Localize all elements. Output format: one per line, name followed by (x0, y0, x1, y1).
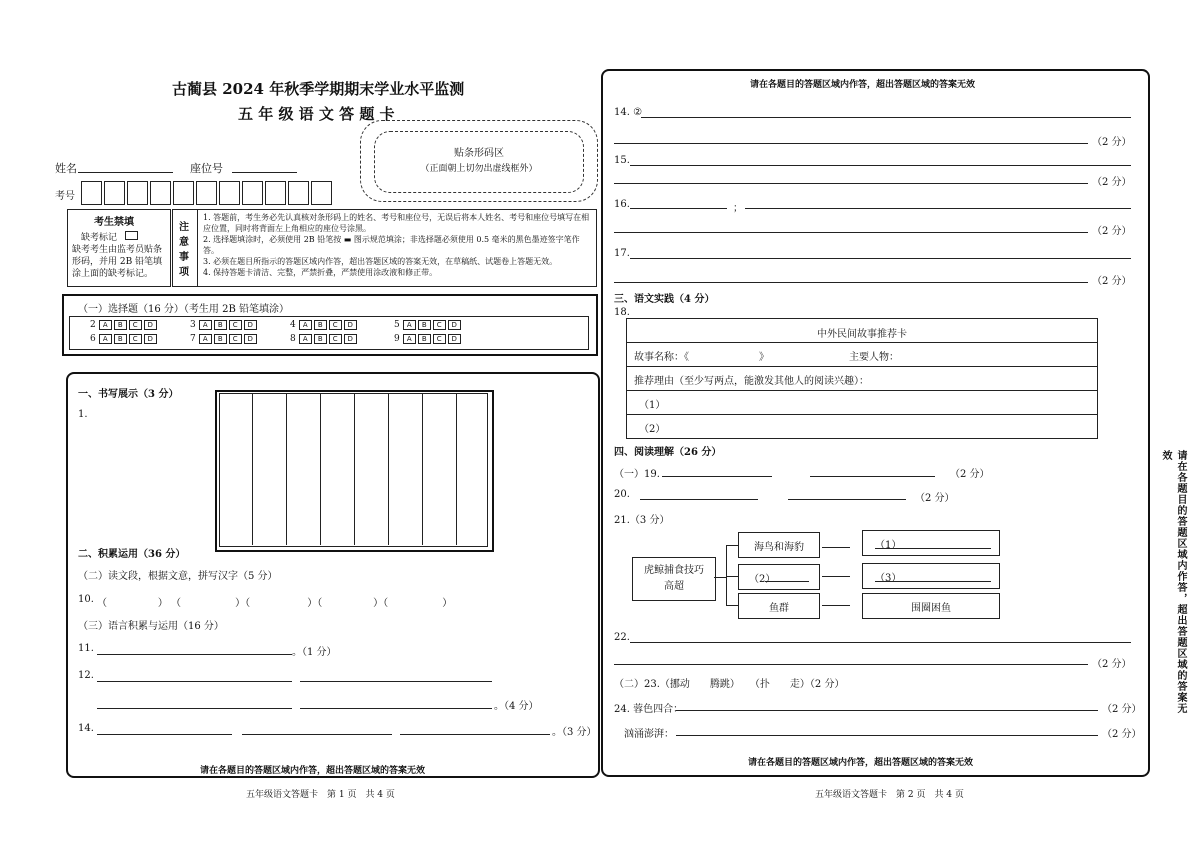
choice-option-d[interactable]: D (448, 334, 461, 344)
notice-box (172, 209, 597, 287)
q14b-answer-line[interactable] (614, 143, 1088, 144)
absent-box (67, 209, 171, 287)
q16-label: 16. (614, 199, 630, 210)
choice-number: 8 (290, 334, 296, 344)
side-warning: 请在各题目的答题区域内作答，超出答题区域的答案无效 (1160, 450, 1186, 714)
q12-score: 。（4 分） (494, 701, 539, 712)
section-2-title: 二、积累运用（36 分） (78, 549, 186, 560)
mind-branch-1 (738, 532, 820, 558)
notice-item: 4. 保持答题卡清洁、完整，严禁折叠，严禁使用涂改液和修正带。 (203, 268, 438, 277)
choice-panel (62, 294, 598, 356)
q14-score: 。（3 分） (552, 727, 597, 738)
q16-answer-line[interactable] (630, 208, 727, 209)
mind-branch-1-text: 海鸟和海豹 (754, 542, 804, 553)
mind-branch-3-text: 鱼群 (769, 603, 789, 614)
seat-label: 座位号 (190, 162, 223, 175)
q14b-score: （2 分） (1092, 137, 1132, 148)
mind-center-text: 虎鲸捕食技巧高超 (644, 565, 704, 592)
choice-item (290, 334, 359, 344)
q11-label: 11. (78, 643, 94, 654)
q12-answer-line[interactable] (300, 708, 492, 709)
mind-branch-2[interactable] (738, 564, 820, 590)
q14-answer-line[interactable] (97, 734, 232, 735)
q22-answer-line[interactable] (630, 642, 1131, 643)
choice-option-a[interactable]: A (299, 334, 312, 344)
absent-checkbox[interactable] (125, 231, 138, 240)
choice-option-c[interactable]: C (129, 320, 142, 330)
page-number-right: 五年级语文答题卡 第 2 页 共 4 页 (815, 790, 964, 800)
name-label: 姓名 (55, 162, 77, 175)
choice-option-d[interactable]: D (344, 320, 357, 330)
q11-answer-line[interactable] (97, 654, 292, 655)
notice-item: 1. 答题前，考生务必先认真核对条形码上的姓名、考号和座位号，无误后将本人姓名、考号和座位号填写在相应位置，同时将背面左上角相应的座位号涂黑。 (203, 213, 590, 233)
q16-answer-line[interactable] (614, 232, 1088, 233)
choice-item (90, 320, 159, 330)
q24b-label: 汹涌澎湃： (624, 729, 674, 740)
choice-option-a[interactable]: A (99, 334, 112, 344)
seat-field[interactable] (232, 172, 297, 173)
choice-item (394, 320, 463, 330)
q12-answer-line[interactable] (97, 708, 292, 709)
q12-answer-line[interactable] (300, 681, 492, 682)
notice-title: 注意事项 (179, 222, 189, 278)
q18-label: 18. (614, 307, 630, 318)
q22-score: （2 分） (1092, 659, 1132, 670)
footer-warning-right: 请在各题目的答题区域内作答，超出答题区域的答案无效 (748, 758, 974, 768)
choice-option-b[interactable]: B (418, 320, 431, 330)
notice-item: 2. 选择题填涂时，必须使用 2B 铅笔按 ▬ 图示规范填涂；非选择题必须使用 0.5 毫米的黑色墨迹签字笔作答。 (203, 235, 580, 255)
q19-label: （一）19. (614, 469, 660, 480)
choice-option-c[interactable]: C (329, 320, 342, 330)
q14-answer-line[interactable] (242, 734, 392, 735)
choice-title: （一）选择题（16 分）（考生用 2B 铅笔填涂） (78, 304, 289, 315)
q24a-label: 24. 蓉色四合： (614, 704, 684, 715)
choice-item (394, 334, 463, 344)
mind-result-3 (862, 593, 1000, 619)
recommend-card (626, 318, 1098, 439)
choice-item (190, 334, 259, 344)
choice-option-b[interactable]: B (314, 334, 327, 344)
sub3-title: （三）语言积累与运用（16 分） (78, 621, 224, 632)
choice-option-b[interactable]: B (418, 334, 431, 344)
absent-mark-label: 缺考标记 (81, 233, 118, 243)
section-3-title: 三、语文实践（4 分） (614, 294, 715, 305)
choice-option-d[interactable]: D (448, 320, 461, 330)
q10-label: 10. (78, 594, 94, 605)
page-title: 古蔺县 2024 年秋季学期期末学业水平监测 (172, 80, 465, 98)
choice-option-d[interactable]: D (144, 320, 157, 330)
choice-option-c[interactable]: C (433, 334, 446, 344)
choice-option-b[interactable]: B (114, 334, 127, 344)
barcode-area (374, 131, 584, 193)
choice-item (90, 334, 159, 344)
exam-no-label: 考号 (55, 191, 75, 202)
choice-number: 2 (90, 320, 96, 330)
choice-item (290, 320, 359, 330)
q17-answer-line[interactable] (630, 258, 1131, 259)
choice-option-c[interactable]: C (433, 320, 446, 330)
choice-option-d[interactable]: D (144, 334, 157, 344)
choice-option-c[interactable]: C (229, 320, 242, 330)
q19-answer-line[interactable] (662, 476, 772, 477)
choice-number: 3 (190, 320, 196, 330)
choice-option-b[interactable]: B (214, 320, 227, 330)
section-4-title: 四、阅读理解（26 分） (614, 447, 722, 458)
q24a-score: （2 分） (1102, 704, 1142, 715)
card-character-label[interactable]: 主要人物： (849, 352, 899, 363)
section-1-title: 一、书写展示（3 分） (78, 389, 179, 400)
q10-blanks[interactable]: （ ） （ ）（ ）（ ）（ ） (97, 598, 453, 609)
q12-label: 12. (78, 670, 94, 681)
card-reason-label: 推荐理由（至少写两点，能激发其他人的阅读兴趣）： (634, 376, 869, 387)
q1-label: 1. (78, 409, 88, 420)
q16-score: （2 分） (1092, 226, 1132, 237)
sub2-title: （二）读文段，根据文意，拼写汉字（5 分） (78, 571, 278, 582)
q15-answer-line[interactable] (630, 165, 1131, 166)
choice-option-a[interactable]: A (199, 334, 212, 344)
q20-score: （2 分） (915, 493, 955, 504)
page-number-left: 五年级语文答题卡 第 1 页 共 4 页 (246, 790, 395, 800)
mind-result-2[interactable] (862, 563, 1000, 589)
mind-branch-2-text: （2） (749, 574, 776, 585)
q15-answer-line[interactable] (614, 183, 1088, 184)
card-title: 中外民间故事推荐卡 (817, 329, 907, 340)
card-reason-2[interactable]: （2） (639, 424, 666, 435)
q22-label: 22. (614, 632, 630, 643)
choice-number: 9 (394, 334, 400, 344)
choice-number: 5 (394, 320, 400, 330)
footer-warning-left: 请在各题目的答题区域内作答，超出答题区域的答案无效 (200, 766, 426, 776)
mind-branch-3 (738, 593, 820, 619)
choice-option-b[interactable]: B (114, 320, 127, 330)
page-subtitle: 五 年 级 语 文 答 题 卡 (238, 105, 395, 123)
mind-result-1[interactable] (862, 530, 1000, 556)
choice-number: 7 (190, 334, 196, 344)
choice-number: 6 (90, 334, 96, 344)
absent-title: 考生禁填 (94, 217, 134, 228)
mind-center-box (632, 557, 716, 601)
choice-option-d[interactable]: D (244, 334, 257, 344)
q15-score: （2 分） (1092, 177, 1132, 188)
choice-option-c[interactable]: C (329, 334, 342, 344)
choice-option-a[interactable]: A (403, 320, 416, 330)
card-story-label[interactable]: 故事名称：《 》 (634, 352, 769, 363)
q14b-label: 14. ② (614, 107, 643, 118)
card-reason-1[interactable]: （1） (639, 400, 666, 411)
barcode-title: 贴条形码区 (454, 148, 504, 159)
mind-result-1-text: （1） (875, 540, 902, 551)
q23-text: （二）23.（挪动 腾跳） （扑 走）（2 分） (614, 679, 845, 690)
q24a-answer-line[interactable] (676, 710, 1098, 711)
q12-answer-line[interactable] (97, 681, 292, 682)
notice-list (203, 212, 593, 278)
q16-answer-line[interactable] (745, 208, 1131, 209)
q15-label: 15. (614, 155, 630, 166)
mind-result-2-text: （3） (875, 573, 902, 584)
q24b-score: （2 分） (1102, 729, 1142, 740)
choice-option-c[interactable]: C (129, 334, 142, 344)
q20-answer-line[interactable] (788, 499, 906, 500)
choice-item (190, 320, 259, 330)
q20-answer-line[interactable] (640, 499, 758, 500)
q14-answer-line[interactable] (400, 734, 550, 735)
choice-option-a[interactable]: A (299, 320, 312, 330)
q17-answer-line[interactable] (614, 282, 1088, 283)
q20-label: 20. (614, 489, 630, 500)
name-field[interactable] (78, 172, 173, 173)
q17-score: （2 分） (1092, 276, 1132, 287)
choice-option-c[interactable]: C (229, 334, 242, 344)
q24b-answer-line[interactable] (676, 735, 1098, 736)
q21-label: 21.（3 分） (614, 515, 670, 526)
q19-answer-line[interactable] (810, 476, 935, 477)
q19-score: （2 分） (950, 469, 990, 480)
q14b-answer-line[interactable] (641, 117, 1131, 118)
absent-desc: 缺考考生由监考员贴条形码，并用 2B 铅笔填涂上面的缺考标记。 (72, 245, 163, 279)
mind-result-3-text: 围圈困鱼 (911, 603, 951, 614)
choice-option-a[interactable]: A (99, 320, 112, 330)
choice-option-d[interactable]: D (244, 320, 257, 330)
choice-option-b[interactable]: B (314, 320, 327, 330)
q14-label: 14. (78, 723, 94, 734)
choice-number: 4 (290, 320, 296, 330)
q22-answer-line[interactable] (614, 664, 1088, 665)
barcode-note: （正面朝上切勿出虚线框外） (420, 164, 538, 174)
choice-option-a[interactable]: A (403, 334, 416, 344)
choice-option-d[interactable]: D (344, 334, 357, 344)
choice-option-b[interactable]: B (214, 334, 227, 344)
header-warning-right: 请在各题目的答题区域内作答，超出答题区域的答案无效 (750, 80, 976, 90)
notice-item: 3. 必须在题目所指示的答题区域内作答，超出答题区域的答案无效，在草稿纸、试题卷上答题无效。 (203, 257, 558, 266)
q17-label: 17. (614, 248, 630, 259)
q11-score: 。（1 分） (292, 647, 337, 658)
choice-option-a[interactable]: A (199, 320, 212, 330)
